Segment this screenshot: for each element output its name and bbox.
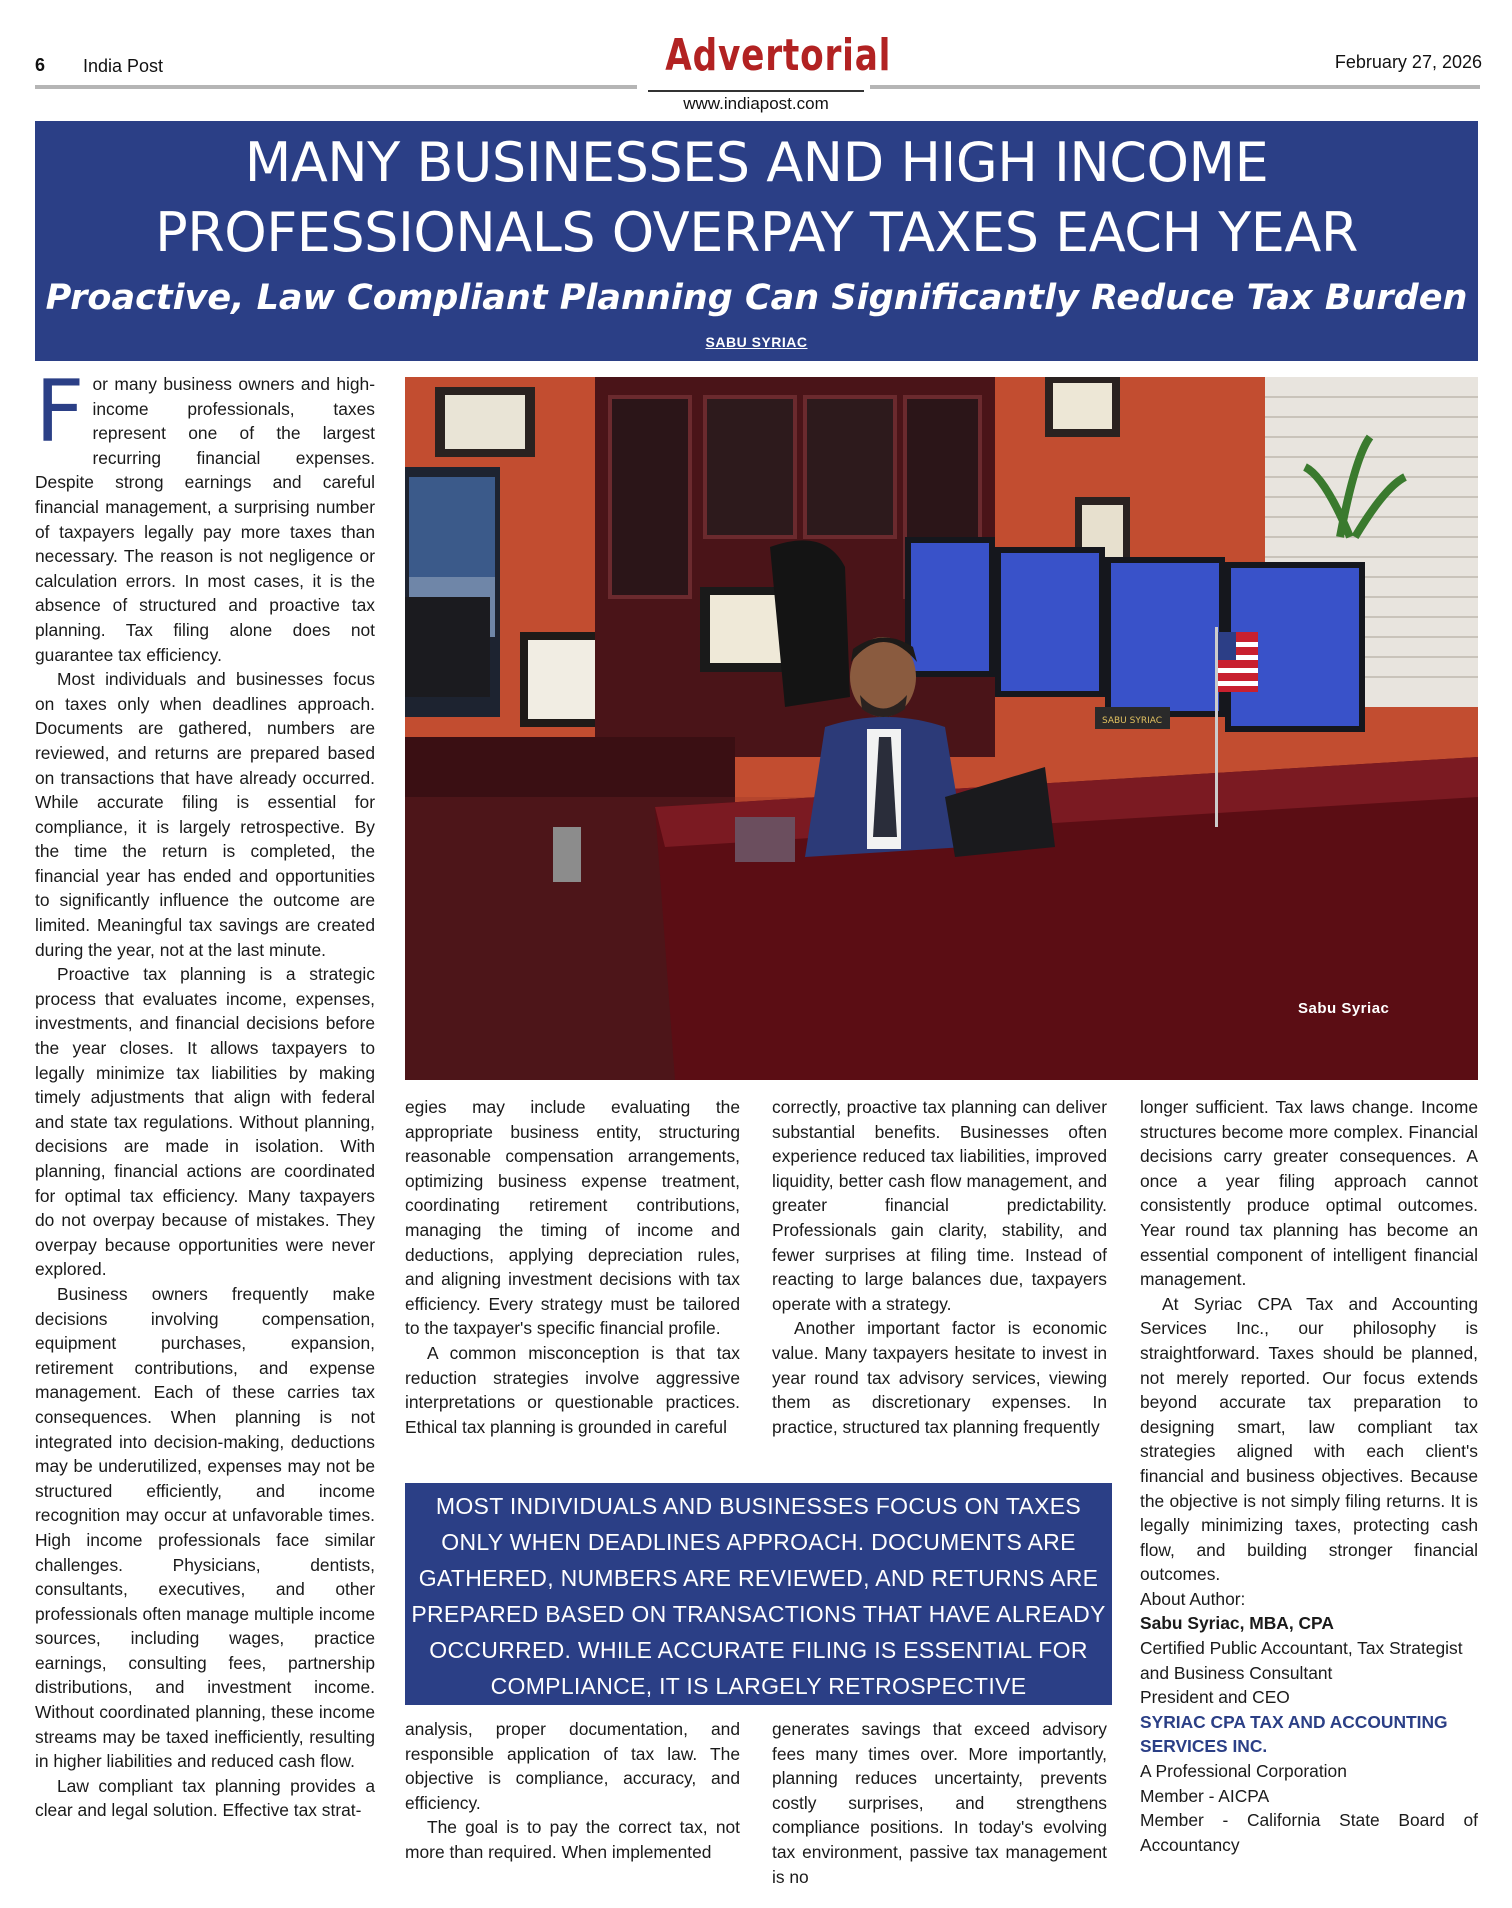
author-role: President and CEO [1140,1687,1290,1708]
paragraph: Law compliant tax planning provides a clear and legal solution. Effective tax strat- [35,1775,375,1821]
author-name: Sabu Syriac, MBA, CPA [1140,1613,1334,1634]
paragraph: Proactive tax planning is a strategic process that evaluates income, expenses, investments, and financial decisions before the year closes. It allows taxpayers to legally minimize tax liabilities by making timely adjustments that align with federal and state tax regulations. Without planning, decisions are made in isolation. With planning, financial actions are coordinated for optimal tax efficiency. Many taxpayers do not overpay because of mistakes. They overpay because opportunities were never explored. [35,964,375,1280]
paragraph: Another important factor is economic value. Many taxpayers hesitate to invest in year round tax advisory services, viewing them as discretionary expenses. In practice, structured tax planning frequently [772,1318,1107,1437]
article-column-2-bottom [405,1717,740,1865]
article-subheadline: Proactive, Law Compliant Planning Can Significantly Reduce Tax Burden [45,278,1468,318]
author-membership-2: Member - California State Board of Accountancy [1140,1810,1478,1855]
masthead-rule-left [35,85,637,89]
author-membership-1: Member - AICPA [1140,1785,1270,1806]
site-url[interactable]: www.indiapost.com [683,94,829,113]
photo-caption: Sabu Syriac [1298,1000,1390,1017]
paragraph: Most individuals and businesses focus on taxes only when deadlines approach. Documents are gathered, numbers are reviewed, and returns are prepared based on transactions that have already occurred. While accurate filing is essential for compliance, it is largely retrospective. By the time the return is completed, the financial year has ended and opportunities to significantly influence the outcome are limited. Meaningful tax savings are created during the year, not at the last minute. [35,669,375,960]
publication-name: India Post [83,56,164,76]
paragraph: generates savings that exceed advisory fees many times over. More importantly, planning reduces uncertainty, prevents costly surprises, and strengthens compliance positions. In today's evolving tax environment, passive tax management is no [772,1719,1107,1887]
paragraph: Business owners frequently make decisions involving compensation, equipment purchases, expansion, retirement contributions, and expense management. Each of these carries tax consequences. When planning is not integrated into decision-making, deductions may be underutilized, expenses may not be structured efficiently, and income recognition may occur at unfavorable times. High income professionals face similar challenges. Physicians, dentists, consultants, executives, and other professionals often manage multiple income sources, including wages, practice earnings, consulting fees, partnership distributions, and investment income. Without coordinated planning, these income streams may be taxed inefficiently, resulting in higher liabilities and reduced cash flow. [35,1283,375,1772]
paragraph: At Syriac CPA Tax and Accounting Services Inc., our philosophy is straightforward. Taxes should be planned, not merely reported. Our focus extends beyond accurate tax preparation to designing smart, law compliant tax strategies aligned with each client's financial and business objectives. Because the objective is not simply filing returns. It is legally minimizing taxes, protecting cash flow, and building stronger financial outcomes. [1140,1293,1478,1585]
article-column-2-top [405,1095,740,1439]
author-corp: A Professional Corporation [1140,1761,1347,1782]
masthead-rule-right [870,85,1480,89]
headline-line-1: MANY BUSINESSES AND HIGH INCOME [244,131,1269,194]
section-title: Advertorial [665,30,892,81]
page-number: 6 [35,55,46,75]
article-column-4 [1140,1095,1478,1857]
paragraph: The goal is to pay the correct tax, not more than required. When implemented [405,1817,740,1862]
author-firm: SYRIAC CPA TAX AND ACCOUNTING SERVICES INC. [1140,1711,1448,1757]
nameplate-label: SABU SYRIAC [1101,716,1163,726]
paragraph: or many business owners and high-income professionals, taxes represent one of the largest recurring financial expenses. Despite strong earnings and careful financial management, a surprising number of taxpayers legally pay more taxes than necessary. The reason is not negligence or calculation errors. In most cases, it is the absence of structured and proactive tax planning. Tax filing alone does not guarantee tax efficiency. [35,374,375,665]
author-bio [1140,1587,1478,1858]
article-byline: SABU SYRIAC [705,334,808,350]
author-office-photo [405,377,1478,1080]
issue-date: February 27, 2026 [1334,52,1482,72]
paragraph: A common misconception is that tax reduction strategies involve aggressive interpretations or questionable practices. Ethical tax planning is grounded in careful [405,1342,740,1437]
article-column-3-top [772,1095,1107,1439]
headline-line-2: PROFESSIONALS OVERPAY TAXES EACH YEAR [155,201,1358,264]
paragraph: egies may include evaluating the appropriate business entity, structuring reasonable compensation arrangements, optimizing business expense treatment, coordinating retirement contributions, managing the timing of income and deductions, applying depreciation rules, and aligning investment decisions with tax efficiency. Every strategy must be tailored to the taxpayer's specific financial profile. [405,1097,740,1339]
pull-quote-text: MOST INDIVIDUALS AND BUSINESSES FOCUS ON TAXES ONLY WHEN DEADLINES APPROACH. DOCUMENTS ARE GATHERED, NUMBERS ARE REVIEWED, AND RETURNS ARE PREPARED BASED ON TRANSACTIONS THAT HAVE ALREADY OCCURRED. WHILE ACCURATE FILING IS ESSENTIAL FOR COMPLIANCE, IT IS LARGELY RETROSPECTIVE [411,1493,1106,1699]
paragraph: analysis, proper documentation, and responsible application of tax law. The objective is compliance, accuracy, and efficiency. [405,1719,740,1813]
article-column-1 [35,362,375,1823]
article-column-3-bottom [772,1717,1107,1889]
drop-cap: F [35,362,85,462]
section-underline [648,90,864,92]
author-title: Certified Public Accountant, Tax Strategist and Business Consultant [1140,1638,1463,1683]
paragraph: correctly, proactive tax planning can deliver substantial benefits. Businesses often experience reduced tax liabilities, improved liquidity, better cash flow management, and greater financial predictability. Professionals gain clarity, stability, and fewer surprises at filing time. Instead of reacting to large balances due, taxpayers operate with a strategy. [772,1097,1107,1314]
author-label: About Author: [1140,1588,1246,1609]
paragraph: longer sufficient. Tax laws change. Income structures become more complex. Financial decisions carry greater consequences. A once a year filing approach cannot consistently produce optimal outcomes. Year round tax planning has become an essential component of intelligent financial management. [1140,1097,1478,1290]
office-illustration [405,377,1478,1080]
article-headline [35,128,1478,268]
